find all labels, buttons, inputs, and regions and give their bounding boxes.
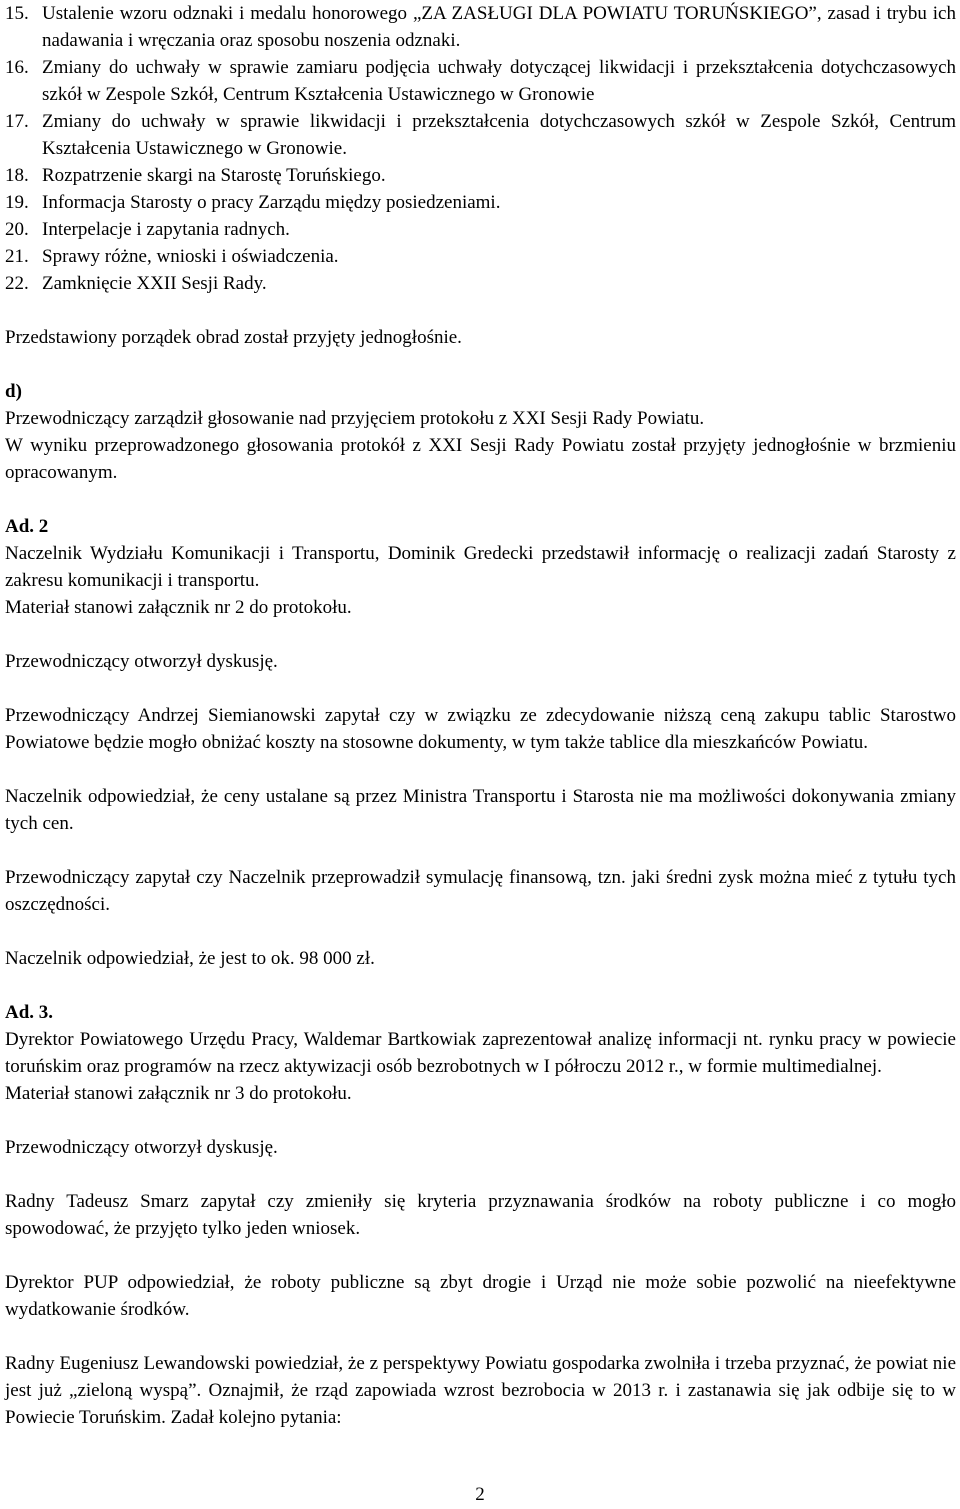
ad3-paragraph-attachment: Materiał stanowi załącznik nr 3 do protokołu. [5, 1083, 352, 1104]
spacer [5, 486, 956, 513]
ad2-paragraph-presentation: Naczelnik Wydziału Komunikacji i Transportu, Dominik Gredecki przedstawił informację o realizacji zadań Starosty z zakresu komunikacji i transportu. [5, 543, 956, 591]
spacer [5, 621, 956, 648]
spacer [5, 972, 956, 999]
section-d-heading: d) [5, 381, 22, 402]
page-number: 2 [475, 1484, 485, 1505]
agenda-item [5, 0, 956, 54]
agenda-item [5, 243, 956, 270]
agenda-item-text: Zamknięcie XXII Sesji Rady. [42, 273, 267, 294]
agenda-item [5, 108, 956, 162]
paragraph-vote-order: Przewodniczący zarządził głosowanie nad przyjęciem protokołu z XXI Sesji Rady Powiatu. [5, 408, 705, 429]
agenda-item-text: Interpelacje i zapytania radnych. [42, 219, 290, 240]
agenda-item-text: Rozpatrzenie skargi na Starostę Toruńskiego. [42, 165, 386, 186]
spacer [5, 1323, 956, 1350]
agenda-item-number: 18. [5, 165, 29, 186]
agenda-item [5, 162, 956, 189]
spacer [5, 918, 956, 945]
ad2-paragraph-question-2: Przewodniczący zapytał czy Naczelnik przeprowadził symulację finansową, tzn. jaki średni zysk można mieć z tytułu tych oszczędności. [5, 867, 956, 915]
agenda-item-number: 16. [5, 57, 29, 78]
agenda-item-number: 21. [5, 246, 29, 267]
agenda-item [5, 54, 956, 108]
agenda-item-text: Ustalenie wzoru odznaki i medalu honorowego „ZA ZASŁUGI DLA POWIATU TORUŃSKIEGO”, zasad i trybu ich nadawania i wręczania oraz sposobu noszenia odznaki. [42, 3, 956, 51]
agenda-item-number: 15. [5, 3, 29, 24]
ad3-paragraph-presentation: Dyrektor Powiatowego Urzędu Pracy, Waldemar Bartkowiak zaprezentował analizę informacji nt. rynku pracy w powiecie toruńskim oraz programów na rzecz aktywizacji osób bezrobotnych w I półroczu 2012 r., w formie multimedialnej. [5, 1029, 956, 1077]
spacer [5, 675, 956, 702]
spacer [5, 837, 956, 864]
spacer [5, 1107, 956, 1134]
ad2-heading: Ad. 2 [5, 516, 49, 537]
agenda-item-number: 19. [5, 192, 29, 213]
ad2-paragraph-question: Przewodniczący Andrzej Siemianowski zapytał czy w związku ze zdecydowanie niższą ceną zakupu tablic Starostwo Powiatowe będzie mogło obniżać koszty na stosowne dokumenty, w tym także tablice dla mieszkańców Powiatu. [5, 705, 956, 753]
ad3-paragraph-statement: Radny Eugeniusz Lewandowski powiedział, że z perspektywy Powiatu gospodarka zwolniła i trzeba przyznać, że powiat nie jest już „zieloną wyspą”. Oznajmił, że rząd zapowiada wzrost bezrobocia w 2013 r. i zastanawia się jak odbije się to w Powiecie Toruńskim. Zadał kolejno pytania: [5, 1353, 956, 1428]
agenda-item-text: Zmiany do uchwały w sprawie zamiaru podjęcia uchwały dotyczącej likwidacji i przekształcenia dotychczasowych szkół w Zespole Szkół, Centrum Kształcenia Ustawicznego w Gronowie [42, 57, 956, 105]
page-content [5, 0, 956, 1431]
ad3-paragraph-discussion-open: Przewodniczący otworzył dyskusję. [5, 1137, 278, 1158]
agenda-item-number: 22. [5, 273, 29, 294]
ad2-paragraph-answer-2: Naczelnik odpowiedział, że jest to ok. 98 000 zł. [5, 948, 375, 969]
agenda-item [5, 189, 956, 216]
agenda-item-number: 20. [5, 219, 29, 240]
ad3-paragraph-answer: Dyrektor PUP odpowiedział, że roboty publiczne są zbyt drogie i Urząd nie może sobie pozwolić na nieefektywne wydatkowanie środków. [5, 1272, 956, 1320]
agenda-item-text: Sprawy różne, wnioski i oświadczenia. [42, 246, 339, 267]
ad2-paragraph-attachment: Materiał stanowi załącznik nr 2 do protokołu. [5, 597, 352, 618]
ad3-paragraph-question: Radny Tadeusz Smarz zapytał czy zmieniły się kryteria przyznawania środków na roboty publiczne i co mogło spowodować, że przyjęto tylko jeden wniosek. [5, 1191, 956, 1239]
agenda-item [5, 270, 956, 297]
agenda-item-text: Zmiany do uchwały w sprawie likwidacji i przekształcenia dotychczasowych szkół w Zespole Szkół, Centrum Kształcenia Ustawicznego w Gronowie. [42, 111, 956, 159]
paragraph-vote-result: W wyniku przeprowadzonego głosowania protokół z XXI Sesji Rady Powiatu został przyjęty jednogłośnie w brzmieniu opracowanym. [5, 435, 956, 483]
ad2-paragraph-answer: Naczelnik odpowiedział, że ceny ustalane są przez Ministra Transportu i Starosta nie ma możliwości dokonywania zmiany tych cen. [5, 786, 956, 834]
spacer [5, 1161, 956, 1188]
spacer [5, 1242, 956, 1269]
agenda-item-text: Informacja Starosty o pracy Zarządu między posiedzeniami. [42, 192, 501, 213]
ad2-paragraph-discussion-open: Przewodniczący otworzył dyskusję. [5, 651, 278, 672]
agenda-item [5, 216, 956, 243]
spacer [5, 756, 956, 783]
spacer [5, 351, 956, 378]
agenda-list [5, 0, 956, 297]
agenda-item-number: 17. [5, 111, 29, 132]
spacer [5, 297, 956, 324]
ad3-heading: Ad. 3. [5, 1002, 54, 1023]
paragraph-agenda-accepted: Przedstawiony porządek obrad został przyjęty jednogłośnie. [5, 327, 462, 348]
